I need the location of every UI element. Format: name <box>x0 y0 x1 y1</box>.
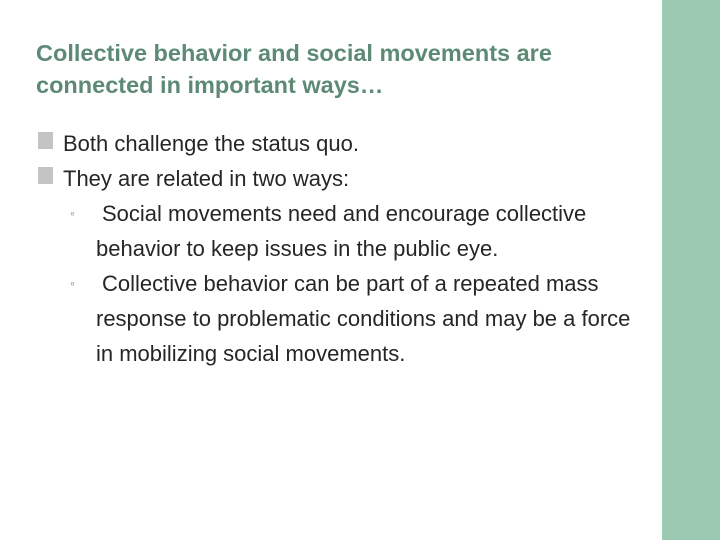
bullet-text: Both challenge the status quo. <box>63 131 359 156</box>
square-bullet-icon <box>38 132 53 149</box>
sub-bullet-text: Collective behavior can be part of a repeated mass response to problematic conditions and may be a force in mobilizing social movements. <box>96 271 631 366</box>
sub-bullet-item <box>36 196 651 266</box>
slide-title: Collective behavior and social movements are connected in important ways… <box>36 40 552 98</box>
accent-side-bar <box>662 0 720 540</box>
bullet-text: They are related in two ways: <box>63 166 350 191</box>
slide-body <box>36 126 651 371</box>
sub-bullet-item <box>36 266 651 371</box>
square-bullet-icon <box>38 167 53 184</box>
circle-bullet-icon: ◦ <box>70 275 75 291</box>
circle-bullet-icon: ◦ <box>70 205 75 221</box>
side-bar-divider <box>660 0 662 540</box>
bullet-item <box>36 126 651 161</box>
sub-bullet-text: Social movements need and encourage collective behavior to keep issues in the public eye. <box>96 201 587 261</box>
bullet-item <box>36 161 651 196</box>
